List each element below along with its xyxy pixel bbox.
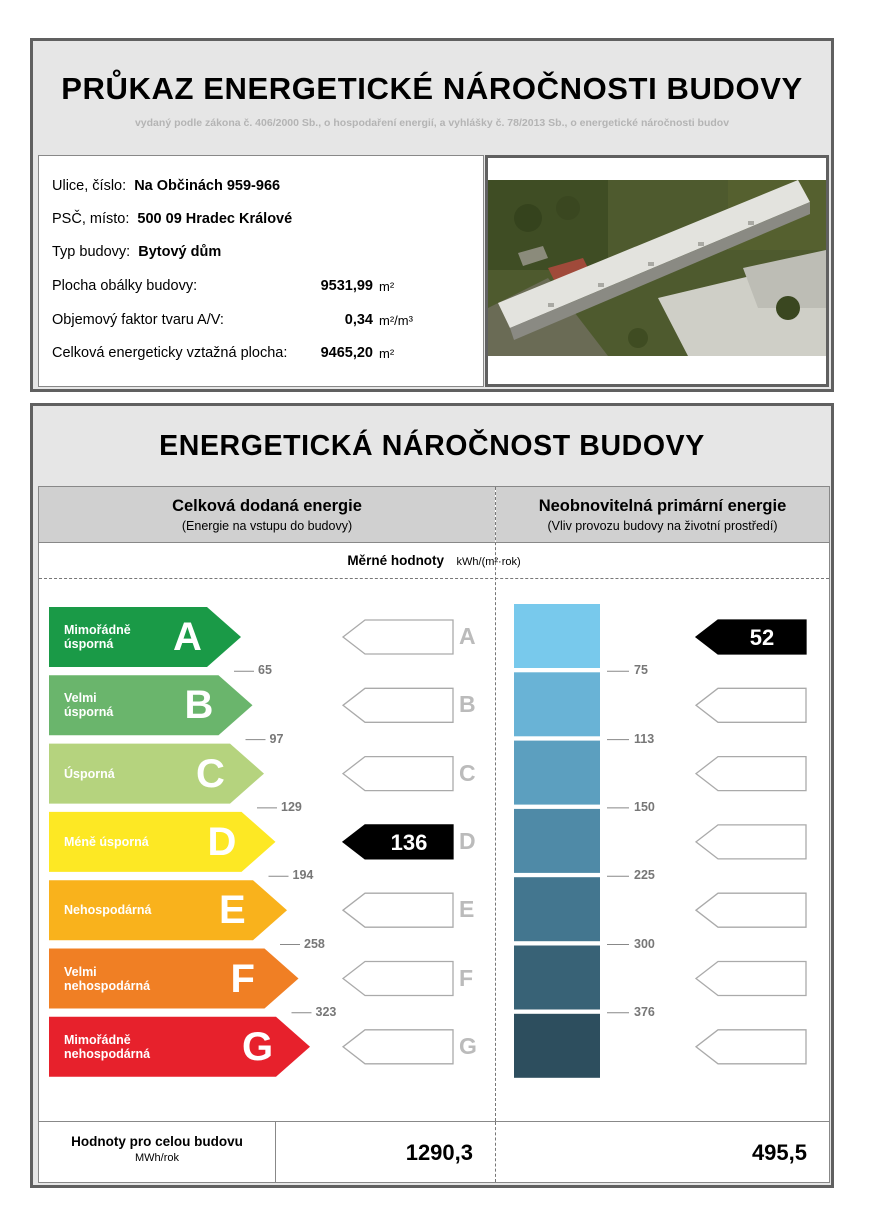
document-title: PRŮKAZ ENERGETICKÉ NÁROČNOSTI BUDOVY (61, 71, 803, 106)
primary-energy-subtitle: (Vliv provozu budovy na životní prostředí) (547, 519, 778, 533)
delivered-energy-title: Celková dodaná energie (172, 497, 362, 515)
section-title: ENERGETICKÁ NÁROČNOST BUDOVY (159, 430, 705, 462)
street-value: Na Občinách 959-966 (134, 178, 281, 194)
delivered-scale-letter-g: G (459, 1032, 477, 1059)
energy-performance-panel (30, 403, 834, 1188)
class-label-a: Mimořádně úsporná (64, 623, 131, 651)
street-row (52, 178, 280, 194)
class-label-g: Mimořádně nehospodárná (64, 1032, 151, 1061)
primary-energy-title: Neobnovitelná primární energie (538, 497, 787, 515)
specific-values-row (39, 543, 829, 579)
rating-chart-area (38, 486, 830, 1183)
delivered-scale-letter-c: C (459, 759, 476, 786)
delivered-threshold-3: 129 (281, 799, 302, 814)
document-subtitle: vydaný podle zákona č. 406/2000 Sb., o hospodaření energií, a vyhlášky č. 78/2013 Sb., o energetické náročnosti budov (134, 117, 730, 129)
delivered-threshold-2: 97 (269, 731, 284, 746)
type-label: Typ budovy: (52, 244, 131, 260)
certificate-header-panel (30, 38, 834, 392)
class-letter-f: F (230, 956, 255, 1001)
delivered-scale-letter-a: A (459, 623, 476, 649)
shape-factor-value: 0,34 (344, 312, 373, 328)
class-label-d: Méně úsporná (64, 834, 149, 849)
primary-threshold-2: 113 (634, 731, 655, 746)
envelope-value: 9531,99 (320, 278, 373, 294)
class-letter-e: E (219, 888, 246, 933)
class-letter-b: B (184, 683, 214, 728)
reference-area-label: Celková energeticky vztažná plocha: (52, 345, 288, 361)
total-delivered-value: 1290,3 (405, 1140, 473, 1165)
primary-energy-value: 52 (749, 625, 775, 650)
primary-threshold-4: 225 (634, 868, 655, 883)
envelope-unit: m² (379, 279, 395, 294)
delivered-threshold-1: 65 (258, 663, 272, 678)
class-label-f: Velmi nehospodárná (64, 964, 151, 993)
reference-area-value: 9465,20 (320, 345, 373, 361)
specific-values-label: Měrné hodnoty (347, 553, 445, 568)
delivered-scale-letter-f: F (459, 964, 474, 991)
reference-area-unit: m² (379, 346, 395, 361)
aerial-photo-image (488, 158, 826, 384)
building-info-box (38, 155, 484, 387)
shape-factor-label: Objemový faktor tvaru A/V: (52, 312, 224, 328)
building-totals-row (39, 1121, 829, 1182)
totals-unit: MWh/rok (135, 1152, 179, 1164)
totals-label: Hodnoty pro celou budovu (71, 1134, 243, 1149)
totals-label-box (39, 1122, 276, 1182)
delivered-threshold-5: 258 (304, 936, 325, 951)
delivered-scale-letter-e: E (459, 896, 475, 923)
building-aerial-photo (485, 155, 829, 387)
totals-divider (495, 1122, 496, 1182)
delivered-energy-subtitle: (Energie na vstupu do budovy) (181, 519, 353, 533)
street-label: Ulice, číslo: (52, 178, 127, 194)
delivered-threshold-6: 323 (315, 1004, 337, 1019)
shape-factor-unit: m²/m³ (379, 313, 413, 328)
delivered-energy-header (39, 487, 495, 543)
class-label-c: Úsporná (64, 766, 115, 781)
primary-threshold-6: 376 (634, 1004, 655, 1019)
rating-labels (39, 579, 829, 1121)
class-letter-g: G (242, 1024, 274, 1069)
delivered-scale-letter-d: D (459, 827, 476, 854)
primary-threshold-1: 75 (634, 663, 648, 678)
type-row (52, 244, 221, 260)
delivered-scale-letter-b: B (459, 691, 476, 718)
class-label-e: Nehospodárná (64, 903, 152, 918)
class-letter-a: A (173, 615, 202, 659)
delivered-energy-value: 136 (390, 829, 428, 855)
class-label-b: Velmi úsporná (64, 691, 114, 720)
class-letter-d: D (207, 819, 237, 864)
city-value: 500 09 Hradec Králové (137, 211, 293, 227)
specific-values-unit: kWh/(m²·rok) (456, 556, 521, 568)
envelope-label: Plocha obálky budovy: (52, 278, 198, 294)
total-primary-value: 495,5 (751, 1140, 807, 1165)
city-label: PSČ, místo: (52, 211, 130, 227)
class-letter-c: C (196, 751, 225, 796)
type-value: Bytový dům (138, 244, 222, 260)
primary-threshold-3: 150 (634, 799, 655, 814)
primary-threshold-5: 300 (634, 936, 655, 951)
city-row (52, 211, 292, 227)
primary-energy-header (496, 487, 829, 543)
delivered-threshold-4: 194 (292, 868, 314, 883)
